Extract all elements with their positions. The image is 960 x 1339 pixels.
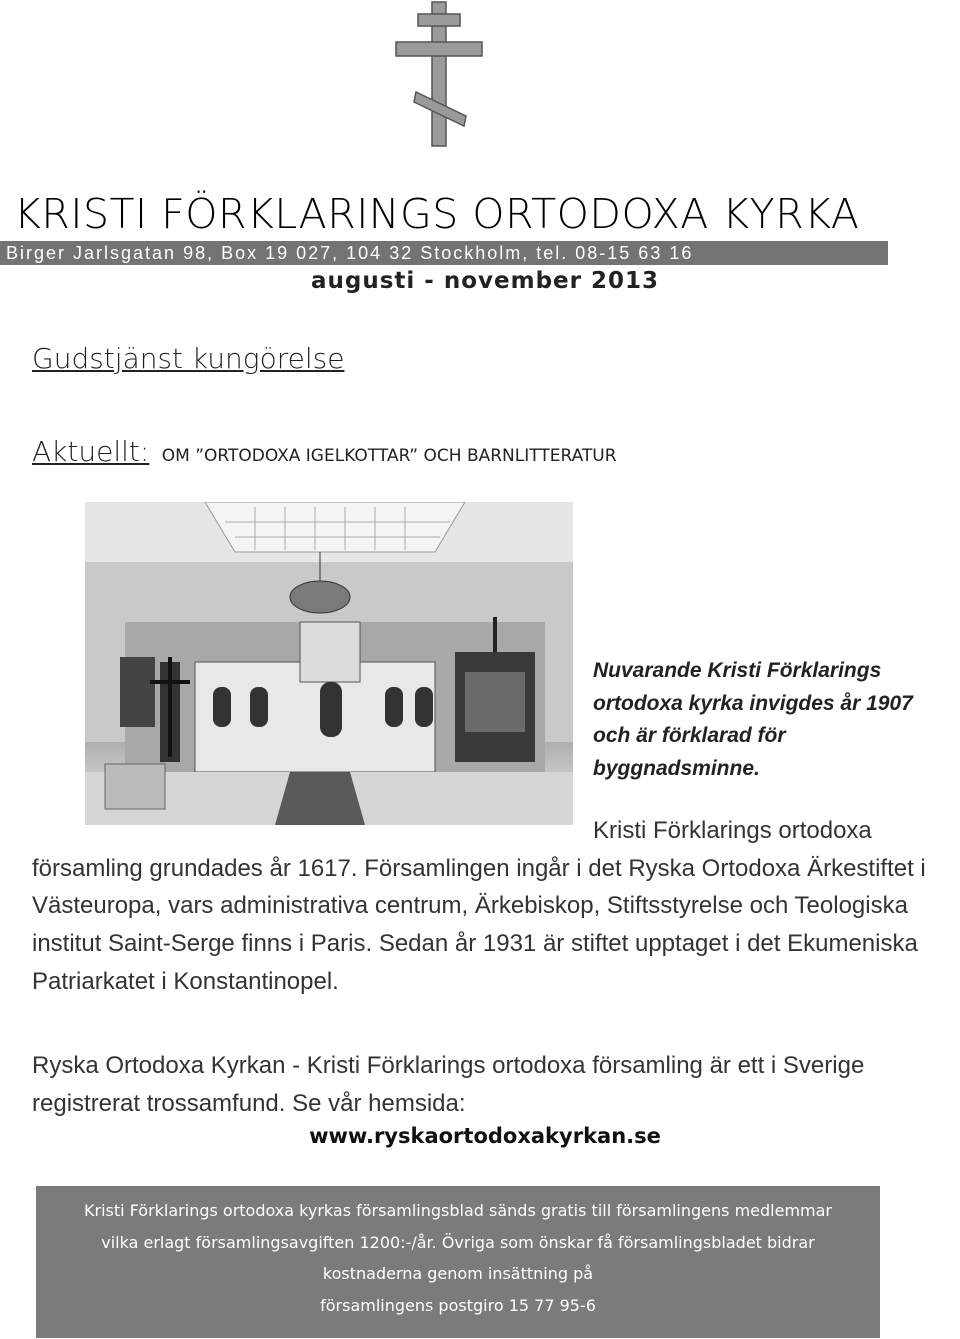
address-bar (0, 241, 888, 265)
photo-caption: Nuvarande Kristi Förklarings ortodoxa kyrka invigdes år 1907 och är förklarad för byggnadsminne. (593, 659, 913, 780)
history-paragraph (32, 812, 932, 1001)
page-title: KRISTI FÖRKLARINGS ORTODOXA KYRKA (14, 190, 860, 238)
registration-paragraph: Ryska Ortodoxa Kyrkan - Kristi Förklarings ortodoxa församling är ett i Sverige registrerat trossamfund. Se vår hemsida: (32, 1052, 865, 1117)
membership-notice (36, 1186, 880, 1338)
church-interior-photo (85, 502, 573, 825)
period-heading: augusti - november 2013 (310, 268, 660, 294)
notice-line: vilka erlagt församlingsavgiften 1200:-/år. Övriga som önskar få församlingsbladet bidrar (101, 1232, 815, 1252)
section-heading: Gudstjänst kungörelse (32, 342, 345, 375)
orthodox-cross-icon (388, 0, 488, 150)
current-topic: OM ”ORTODOXA IGELKOTTAR” OCH BARNLITTERATUR (161, 446, 617, 466)
address-text: Birger Jarlsgatan 98, Box 19 027, 104 32 Stockholm, tel. 08-15 63 16 (6, 243, 694, 263)
notice-line: kostnaderna genom insättning på (322, 1264, 594, 1283)
notice-line: Kristi Förklarings ortodoxa kyrkas församlingsblad sänds gratis till församlingens medlemmar (84, 1201, 832, 1220)
church-interior-illustration (85, 502, 573, 825)
current-label: Aktuellt: (32, 435, 150, 468)
current-topic-line (32, 435, 617, 468)
history-text: församling grundades år 1617. Församlingen ingår i det Ryska Ortodoxa Ärkestiftet i Västeuropa, vars administrativa centrum, Ärkebiskop, Stiftsstyrelse och Teologiska institut Saint-Serge finns i Paris. Sedan år 1931 är stiftet upptaget i det Ekumeniska Patriarkatet i Konstantinopel. (32, 854, 926, 995)
history-lead: Kristi Förklarings ortodoxa (593, 817, 872, 844)
notice-line: församlingens postgiro 15 77 95-6 (320, 1295, 596, 1315)
website-link[interactable]: www.ryskaortodoxakyrkan.se (309, 1124, 661, 1148)
